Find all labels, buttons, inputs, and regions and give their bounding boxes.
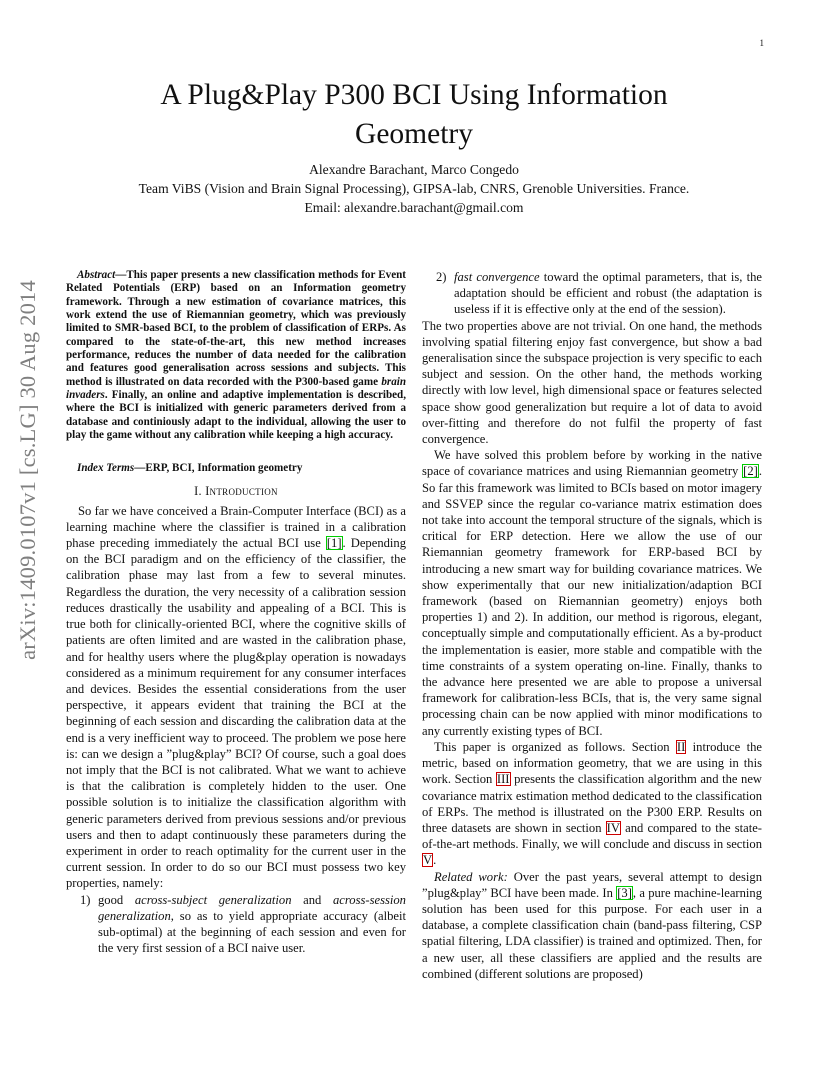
citation-link-3[interactable]: [3]	[617, 885, 632, 900]
list-item-2: 2) fast convergence toward the optimal parameters, that is, the adaptation should be efficient and robust (the adaptation is useless if it is effective only at the end of the session).	[436, 270, 762, 317]
page-number: 1	[759, 38, 764, 48]
game-name: brain invaders	[66, 375, 406, 402]
list-item-1: 1) good across-subject generalization and across-session generalization, so as to yield appropriate accuracy (albeit sub-optimal) at the beginning of each session and even for the very first session of a BCI naive user.	[80, 892, 406, 956]
properties-paragraph: The two properties above are not trivial. On one hand, the methods involving spatial filtering enjoy fast convergence, but show a bad generalisation since the subspace projection is very specific to each subject and session. On the other hand, the methods working directly with low level, high dimensional space or features selected space show good generalization but require a lot of data to avoid over-fitting and therefore do not fulfil the property of fast convergence.	[422, 318, 762, 447]
abstract-label: Abstract	[77, 269, 116, 281]
organization-paragraph: This paper is organized as follows. Section II introduce the metric, based on information geometry, that we are using in this work. Section III presents the classification algorithm and the new covariance matrix estimation method dedicated to the classification of ERPs. The method is illustrated on the P300 ERP. Results on three datasets are shown in section IV and compared to the state-of-the-art methods. Finally, we will conclude and discuss in section V.	[422, 739, 763, 868]
affiliation: Team ViBS (Vision and Brain Signal Processing), GIPSA-lab, CNRS, Grenoble Universities. France.	[138, 181, 690, 196]
author-names: Alexandre Barachant, Marco Congedo	[309, 162, 519, 177]
author-block	[60, 160, 768, 217]
riemannian-paragraph: We have solved this problem before by working in the native space of covariance matrices and using Riemannian geometry [2]. So far this framework was limited to BCIs based on motor imagery and SSVEP since the regular co-variance matrix estimation does not take into account the temporal structure of the signals, which is critical for ERP detection. Here we allow the use of our Riemannian geometry framework for ERP-based BCI by introducing a new smart way for building covariance matrices. We show experimentally that our new initialization/adaption BCI framework (based on Riemannian geometry) enjoys both properties 1) and 2). In addition, our method is rigorous, elegant, conceptually simple and computationally efficient. As a by-product the implementation is easier, more stable and compatible with the time constraints of a system operating on-line. Finally, thanks to the advance here presented we are able to propose a universal framework for calibration-less BCIs, that is, the very same signal processing chain can be now applied with minor modifications to any currently existing types of BCI.	[422, 448, 762, 738]
citation-link-2[interactable]: [2]	[743, 464, 758, 479]
index-terms-label: Index Terms	[77, 462, 135, 475]
right-column	[422, 269, 762, 982]
left-column	[66, 269, 406, 956]
section-heading-introduction: I. Introduction	[194, 484, 278, 499]
email: Email: alexandre.barachant@gmail.com	[304, 200, 524, 215]
paper-title	[90, 76, 738, 154]
index-terms: Index Terms—ERP, BCI, Information geometry	[77, 462, 303, 475]
section-link-v[interactable]: V	[423, 853, 433, 868]
title-line-1: A Plug&Play P300 BCI Using Information	[160, 79, 668, 111]
intro-paragraph: So far we have conceived a Brain-Computer Interface (BCI) as a learning machine where the classifier is trained in a calibration phase preceding immediately the actual BCI use [1]. Depending on the BCI paradigm and on the efficiency of the classifier, the calibration phase may last from a few to several minutes. Regardless the duration, the very necessity of a calibration session reduces drastically the usability and appealing of a BCI. This is true both for clinically-oriented BCI, where the cognitive skills of patients are often limited and are wasted in the calibration phase, and for healthy users where the plug&play operation is nowadays considered as a minimum requirement for any consumer interfaces and devices. Besides the essential considerations from the user perspective, it appears evident that training the BCI at the beginning of each session and discarding the calibration data at the end is a very inefficient way to proceed. The problem we pose here is: can we design a ”plug&play” BCI? Of course, such a goal does not imply that the BCI is not calibrated. What we want to achieve is that the calibration is completely hidden to the user. One possible solution is to initialize the classification algorithm with generic parameters derived from previous sessions and/or previous users and then to adapt continuously these parameters during the experiment in order to reach optimality for the current user in the current session. In order to do so our BCI must possess two key properties, namely:	[66, 503, 407, 891]
arxiv-identifier: arXiv:1409.0107v1 [cs.LG] 30 Aug 2014	[15, 280, 40, 660]
section-link-ii[interactable]: II	[676, 739, 686, 754]
citation-link-1[interactable]: [1]	[326, 536, 342, 551]
related-work-label: Related work:	[434, 869, 508, 884]
abstract: Abstract—This paper presents a new classification methods for Event Related Potentials (ERP) based on an Information geometry framework. Through a new estimation of covariance matrices, this work extend the use of Riemannian geometry, which was previously limited to SMR-based BCI, to the problem of classification of ERPs. As compared to the state-of-the-art, this new method increases performance, reduces the number of data needed for the calibration and features good generalisation across sessions and subjects. This method is illustrated on data recorded with the P300-based game brain invaders. Finally, an online and adaptive implementation is described, where the BCI is initialized with generic parameters derived from a database and continiously adapt to the individual, allowing the user to play the game without any calibration while keeping a high accuracy.	[66, 269, 406, 442]
arxiv-side-stamp	[10, 280, 46, 660]
section-link-iv[interactable]: IV	[606, 820, 620, 835]
section-link-iii[interactable]: III	[496, 772, 510, 787]
related-work-paragraph: Related work: Over the past years, several attempt to design ”plug&play” BCI have been made. In [3], a pure machine-learning solution has been used for this purpose. For each user in a database, a complete classification chain (band-pass filtering, CSP spatial filtering, LDA classifier) is trained and optimized. Then, for a new user, all these classifiers are applied and the results are combined (different solutions are proposed)	[422, 869, 763, 981]
title-line-2: Geometry	[355, 118, 473, 150]
